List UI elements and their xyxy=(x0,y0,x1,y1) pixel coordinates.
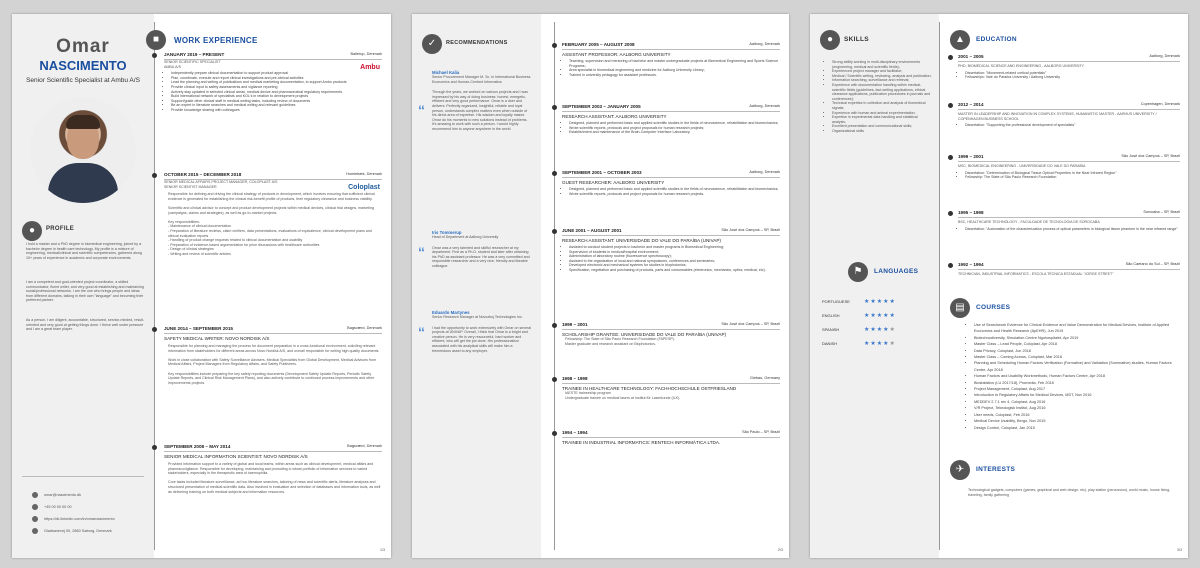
recommendation: Eduardo Martynes Senior Research Manager at Novozbuj Technologies Inc. “ I had the opportunity to work extensively with Omar on several projects at UNIVAP. Overall, I think that Omar is a bright and creative person. He is very resourceful, hard worker and efficient, who will get the job done. His professionalism associated with his analytical skills will make him a tremendous asset to any employer. xyxy=(418,310,532,353)
person-icon: ● xyxy=(22,221,42,241)
job-entry: JANUARY 2019 – PRESENT Ballerup, Denmark SENIOR SCIENTIFIC SPECIALIST AMBU A/S Ambu • Independently prepare clinical documentation to support product approval • Plan, coordinate, execute and report clinical investigations and pre-clinical activities • Lead the planning and writing of publications and medical marketing documentation, to support Ambu products • Provide clinical input to safety assessments and vigilance reporting • Actively stay updated in selected clinical areas, medical device and pharmaceutical regulatory requirements • Build international network of specialists and KOL's in relation to development projects • Support/guide other clinical staff in medical writing tasks, including review of documents • Be an expert in literature searches and medical writing and relevant guidelines • Provide knowledge sharing with colleagues xyxy=(164,52,382,113)
profile-text: I hold a master and a PhD degree in biomedical engineering, joined by a bachelor degree in health care technology. My profile is a mixture of engineering, medical/clinical and scientific competencies, gathered along 15+ years of experience in academic and corporate environments. xyxy=(26,242,142,260)
last-name: NASCIMENTO xyxy=(39,58,127,73)
work-experience-title: WORK EXPERIENCE xyxy=(174,36,258,45)
education-entry: 1999 – 2001 São José dos Campos – SP, Brazil MSC, BIOMEDICAL ENGINEERING - UNIVERSIDADE DO VALE DO PARAÍBA • Dissertation: "Determination of Biological Tissue Optical Properties in the Near Infrared Region" • Fellowship: The State of São Paulo Research Foundation xyxy=(958,154,1180,180)
phone-icon xyxy=(32,504,38,510)
language-row: ENGLISH ★★★★★ xyxy=(822,313,896,319)
lightbulb-icon: ● xyxy=(820,30,840,50)
language-row: SPANISH ★★★★★ xyxy=(822,327,896,333)
page-number: 3/3 xyxy=(1177,548,1182,552)
education-entry: 2012 – 2014 Copenhagen, Denmark MASTER IN LEADERSHIP AND INNOVATION IN COMPLEX SYSTEMS, HUMANISTIC MASTER - AARHUS UNIVERSITY / COPENHAGEN BUSINESS SCHOOL • Dissertation: "Supporting the professional development of specialists" xyxy=(958,102,1180,128)
profile-text-2: I am a competent and goal-oriented project coordinator, a skilled communicator, fluent writer, and very good at establishing and maintaining social/professional networks. I am the one who brings people and ideas from different domains, talking in their own "language" and becoming their preferred partner. xyxy=(26,280,144,303)
job-bullets: • Independently prepare clinical documentation to support product approval • Plan, coordinate, execute and report clinical investigations and pre-clinical activities • Lead the planning and writing of publications and medical marketing documentation, to support Ambu products • Provide clinical input to safety assessments and vigilance reporting • Actively stay updated in selected clinical areas, medical device and pharmaceutical regulatory requirements • Build international network of specialists and KOL's in relation to development projects • Support/guide other clinical staff in medical writing tasks, including review of documents • Be an expert in literature searches and medical writing and relevant guidelines • Provide knowledge sharing with colleagues xyxy=(164,71,382,112)
recommendation: Michael Kalia Senior Procurement Manager M. Sc. in International Business Economics and Human-Centred Informatics “ Through the years, we worked on various projects and I was impressed by his way of doing business: honest, energetic, efficient and very good performance. Omar is a doer and delivers. Perfectly organized, insightful, reliable and loyal person, understands complex matters even when outside of his direct area of expertise. His wisdom and loyalty makes Omar do his moments to new solutions instead of problems. It's amazing to work with such a person. I would highly recommend him to anyone anywhere in the world xyxy=(418,70,531,131)
briefcase-icon: ■ xyxy=(146,30,166,50)
job-entry: OCTOBER 2015 – DECEMBER 2018 Humlebæk, Denmark SENIOR MEDICAL AFFAIRS PROJECT MANAGER, COLOPLAST A/S SENIOR SCIENTIST MANAGER Coloplast Responsible for defining and driving the clinical strategy of products in development, which involves ensuring that sufficient clinical evidence is generated for establishing the clinical risk-benefit profile of products, their regulatory clearance and business viability. Scientific and clinical advisor to concept and product development projects within medical devices, clinical trial designs, marketing (campaigns, claims and strategies), as well as go-to-market projects. Key responsibilities: - Maintenance of clinical documentation - Preparation of literature reviews, claim verifiers, data presentations, evaluations of equivalence, clinical development plans and clinical evaluation reports - Handling of product change requests related to clinical documentation and usability - Preparation of evidence-based argumentation for price discussions with healthcare authorities - Design of clinical strategies - Writing and review of scientific articles xyxy=(164,172,382,257)
book-icon: ▤ xyxy=(950,298,970,318)
education-entry: 1992 – 1994 São Caetano do Sul – SP, Brazil TECHNICIAN, INDUSTRIAL INFORMATICS - ESCOLA TÉCNICA ESTADUAL "JORGE STREET" xyxy=(958,262,1180,277)
recommendation: Iris Tommerup Head of Department at Aalborg University “ Omar was a very talented and skillful researcher at my department. First as a Ph.D. student and later after obtaining his PhD as assistant professor. He was a very committed and responsible researcher and a very nice, friendly and likeable colleague. xyxy=(418,230,530,268)
company-logo: Coloplast xyxy=(348,184,380,191)
job-entry: JUNE 2001 – AUGUST 2001 São José dos Campos – SP, Brazil RESEARCH ASSISTANT: UNIVERSIDADE DO VALE DO PARAÍBA (UNIVAP) • Assisted to conduct student projects in bachelor and master programs in Biomedical Engineering; • Supervision of students in medical/hospital environment; • Administration of laboratory routine (fluorescence spectroscopy); • Assisted to the organization of local and national symposiums, conferences and seminaries; • Developed electronic and mechanical systems for studies in biophotonics; • Specification, negotiation and purchasing of products, parts and consumables (electronics, mechanics, optics, medical, etc). xyxy=(562,228,780,273)
avatar xyxy=(30,97,136,203)
skills-title: SKILLS xyxy=(844,36,869,43)
interests-title: INTERESTS xyxy=(976,466,1016,473)
graduation-cap-icon: ▲ xyxy=(950,30,970,50)
rating-stars: ★★★★★ xyxy=(864,341,896,347)
job-entry: FEBRUARY 2005 – AUGUST 2008 Aalborg, Denmark ASSISTANT PROFESSOR: AALBORG UNIVERSITY • Teaching, supervision and mentoring of bachelor and master undergraduate projects at Biomedical Engineering and Sports Science Programs; • Area specialist in biomedical engineering and medicine for Aalborg University Library; • Trained in university pedagogy for assistant professors. xyxy=(562,42,780,77)
first-name: Omar xyxy=(56,36,110,57)
job-title: Senior Scientific Specialist at Ambu A/S xyxy=(26,77,140,84)
page-number: 2/3 xyxy=(778,548,783,552)
quote-icon: “ xyxy=(418,244,425,260)
rating-stars: ★★★★★ xyxy=(864,327,896,333)
resume-page-3 xyxy=(810,14,1188,558)
courses-title: COURSES xyxy=(976,304,1011,311)
resume-page-2 xyxy=(412,14,789,558)
job-entry: 1998 – 1998 Giebau, Germany TRAINEE IN HEALTHCARE TECHNOLOGY: FACHHOCHSCHULE OSTFRIESLAND IAESTE traineeship program Undergraduate trainee on medical lasers at Institut für Laserkunde (ILK). xyxy=(562,376,780,400)
quote-icon: “ xyxy=(418,324,425,340)
company-logo: Ambu xyxy=(360,64,380,71)
phone-row[interactable]: +45 00 00 00 00 xyxy=(32,504,72,510)
address-row: Gladsaxevej 00, 2860 Søborg, Denmark xyxy=(32,528,112,534)
linkedin-row[interactable]: https://dk.linkedin.com/in/omarnascimento xyxy=(32,516,115,522)
language-row: PORTUGUESE ★★★★★ xyxy=(822,299,896,305)
job-entry: SEPTEMBER 2008 – MAY 2014 Bagsværd, Denmark SENIOR MEDICAL INFORMATION SCIENTIST: NOVO NORDISK A/S Provided information support to a variety of global and local teams, within areas such as clinical development, medical affairs and pharmacovigilance. Responsible for developing, maintaining and promoting a robust portfolio of information services to varied stakeholders, especially in the therapeutic area of haemophilia. Core tasks included literature surveillance, ad hoc literature searches, tailoring of news and scientific alerts, literature analyses and structured presentation of medical-scientific data. Also involved in evaluation and selection of databases and information tools, as well as delivering training on both medical subjects and information resources. xyxy=(164,444,382,494)
languages-title: LANGUAGES xyxy=(874,268,919,275)
globe-icon xyxy=(32,516,38,522)
job-entry: SEPTEMBER 2003 – JANUARY 2005 Aalborg, Denmark RESEARCH ASSISTANT: AALBORG UNIVERSITY • Designed, planned and performed basic and applied scientific studies in the fields of neuroscience, rehabilitation and biomechanics; • Wrote scientific reports, protocols and project proposals for human research projects; • Establishment and maintenance of the Brain-Computer Interface Laboratory. xyxy=(562,104,780,135)
job-entry: 1999 – 2001 São José dos Campos – SP, Brazil SCHOLARSHIP GRANTEE: UNIVERSIDADE DO VALE DO PARAÍBA (UNIVAP) Fellowship: The State of São Paulo Research Foundation (FAPESP). Master graduate and research assistant on Biophotonics. xyxy=(562,322,780,346)
profile-text-3: As a person, I am diligent, accountable, structured, service-minded, result-oriented and very good at getting things done. I thrive well under pressure and I am a great team player. xyxy=(26,318,145,332)
email-row[interactable]: omar@nascimento.dk xyxy=(32,492,81,498)
job-entry: 1994 – 1994 São Paulo – SP, Brazil TRAINEE IN INDUSTRIAL INFORMATICS: RENTECH INFORMÁTICA LTDA. xyxy=(562,430,780,445)
interests-text: Technological gadgets, computers (games, graphical and web design, etc), play station (percussion), world music, house fixing, traveling, family gathering xyxy=(968,488,1171,497)
education-title: EDUCATION xyxy=(976,36,1017,43)
recommendations-title: RECOMMENDATIONS xyxy=(446,40,508,46)
rating-stars: ★★★★★ xyxy=(864,313,896,319)
checkmark-icon: ✓ xyxy=(422,34,442,54)
courses-list: • Use of Searchwork Evidence for Clinical Evidence and Value Demonstration for Medical Devices, Institute of Applied Economics and Health Research (ApEHR), Jun 2019 • Biotechnodiversity, Simulation Centre Ngohospitalet, Apr 2019 • Master Class – Lead People, Coloplast, Apr 2018 • Data Privacy, Coloplast, Jun 2018 • Master Class – Coming Across, Coloplast, Mar 2018 • Planning and Scheduling Human Factors Verification (Formative) and Validation (Summative) studies, Human Factors Centre, Apr 2018 • Human Factors and Usability Workmethods, Human Factors Centre, Apr 2018 • Biostatistics (LU 2017/18), Promedia, Feb 2018 • Project Management, Coloplast, Aug 2017 • Introduction to Regulatory Affairs for Medical Devices, MDT, Nov 2016 • MEDDEV 2.7.1 rev 4, Coloplast, Aug 2016 • V/R Project, Teknologisk Institut, Aug 2016 • User needs, Coloplast, Feb 2016 • Medical Device Usability, Bergo, Nov 2015 • Design Control, Coloplast, Jan 2015 xyxy=(970,322,1180,431)
location-icon xyxy=(32,528,38,534)
flag-icon: ⚑ xyxy=(848,262,868,282)
page-number: 1/3 xyxy=(380,548,385,552)
quote-icon: “ xyxy=(418,102,425,118)
education-entry: 1995 – 1998 Sorocaba – SP, Brazil BSC, HEALTHCARE TECHNOLOGY - FACULDADE DE TECNOLOGIA DE SOROCABA • Dissertation: "Automation of the characterization process of optical parameters in biological tissue phantom in the near infrared range" xyxy=(958,210,1180,231)
rating-stars: ★★★★★ xyxy=(864,299,896,305)
email-icon xyxy=(32,492,38,498)
job-entry: SEPTEMBER 2001 – OCTOBER 2003 Aalborg, Denmark GUEST RESEARCHER: AALBORG UNIVERSITY • Designed, planned and performed basic and applied scientific studies in the fields of neuroscience, rehabilitation and biomechanics; • Wrote scientific reports, protocols and project proposals for human research projects. xyxy=(562,170,780,196)
skills-list: • Strong ability working in multi-disciplinary environments (engineering, medical and scientific fields); • Experienced project manager and facilitator; • Medical / Scientific writing, reviewing, analysis and publication; • Information searching, surveillance and retrieval; • Experience with documentation handling within medical-scientific fields (guidelines, fact-writing applications, ethical clearance applications, publication procedures in journals and conferences); • Technical expertise in collection and analysis of biomedical signals; • Experience with human and animal experimentation; • Expertise in experimental data handling and statistical analysis; • Excellent presentation and communicational skills; • Organizational skills xyxy=(828,60,932,134)
resume-page-1 xyxy=(12,14,391,558)
education-entry: 2001 – 2005 Aalborg, Denmark PHD, BIOMEDICAL SCIENCE AND ENGINEERING - AALBORG UNIVERSITY • Dissertation: "Movement-related cortical potentials" • Fellowships: Vale do Paraíba University / Aalborg University xyxy=(958,54,1180,80)
profile-title: PROFILE xyxy=(46,226,75,232)
job-entry: JUNE 2014 – SEPTEMBER 2015 Bagsværd, Denmark SAFETY MEDICAL WRITER: NOVO NORDISK A/S Responsible for planning and managing the process for document preparation in a cross-functional environment, soliciting relevant information from stakeholders for different areas across Novo Nordisk A/S, and overall responsible for writing high quality documents. Work in close collaboration with Safety Surveillance Advisers, Medical Specialists from Global Development, Medical Advisors from Medical Affairs, Project Managers from Regulatory Affairs, and Safety Publishers. Key responsibilities include preparing the key safety reporting documents (Development Safety Update Reports, Periodic Safety Update Reports, and Clinical Risk Management Plans), and also actively contribute to continued process improvements and other improvements projects. xyxy=(164,326,382,385)
airplane-icon: ✈ xyxy=(950,460,970,480)
language-row: DANISH ★★★★★ xyxy=(822,341,896,347)
